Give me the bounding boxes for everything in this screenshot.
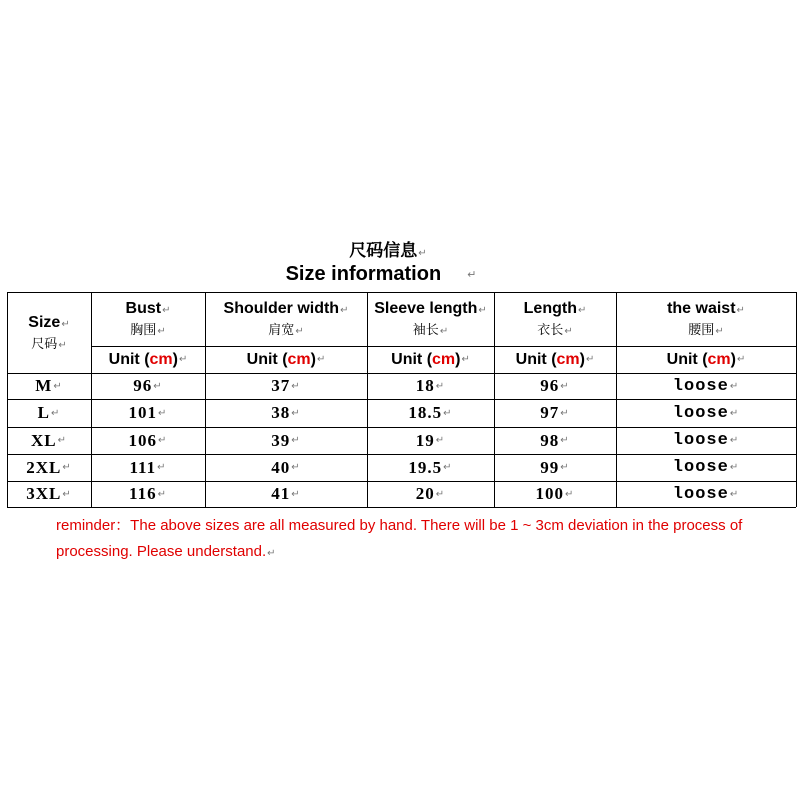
unit-label [205,346,367,373]
paragraph-mark: ↵ [585,354,595,365]
title-english: Size information ↵ [285,263,477,285]
cell-value: L [37,403,50,422]
header-label-chinese-text: 肩宽 [268,323,295,339]
cell-bust [91,399,205,427]
cell-sleeve [367,399,494,427]
header-label-chinese [31,336,66,354]
unit-label [616,346,796,373]
cell-shoulder [205,399,367,427]
paragraph-mark: ↵ [729,435,740,446]
cell-length [494,454,616,481]
table-horizontal-rule [7,507,796,508]
cell-bust [91,427,205,454]
reminder-text: reminder：The above sizes are all measured by hand. There will be 1 ~ 3cm deviation in the process of processing. Please understand.↵ [56,517,743,560]
cell-value: 2XL [26,457,62,477]
paragraph-mark: ↵ [291,435,301,446]
cell-length [494,399,616,427]
header-sleeve [367,292,494,346]
header-label-text: Bust [125,300,162,318]
cell-value: loose [672,484,729,504]
cell-bust [91,454,205,481]
unit-label [91,346,205,373]
paragraph-mark: ↵ [58,339,67,351]
paragraph-mark: ↵ [729,462,740,473]
paragraph-mark: ↵ [62,462,72,473]
paragraph-mark: ↵ [157,488,167,500]
paragraph-mark: ↵ [418,248,427,259]
cell-shoulder [205,427,367,454]
header-label [667,298,745,320]
paragraph-mark: ↵ [461,354,470,365]
cell-value: M [35,376,53,395]
cell-bust [91,481,205,507]
paragraph-mark: ↵ [316,354,326,365]
cell-value: 37 [271,376,291,395]
unit-suffix: ) [172,350,178,368]
cell-value: 18 [415,376,435,395]
header-label [126,298,171,320]
unit-cm: cm [432,350,456,368]
paragraph-mark: ↵ [439,326,449,338]
unit-cm: cm [149,350,173,368]
paragraph-mark: ↵ [715,326,724,338]
unit-prefix: Unit ( [246,350,288,368]
header-label-text: Sleeve length [374,300,478,318]
cell-value: XL [30,430,57,450]
unit-label [494,346,616,373]
cell-value: 40 [271,457,291,477]
header-label-chinese-text: 袖长 [412,323,439,339]
cell-waist [616,399,796,427]
paragraph-mark: ↵ [62,488,72,500]
header-length [494,292,616,346]
paragraph-mark: ↵ [162,305,171,317]
paragraph-mark: ↵ [57,435,67,446]
cell-value: 106 [128,430,158,450]
paragraph-mark: ↵ [61,318,70,330]
cell-value: 97 [540,403,560,422]
unit-cm: cm [556,350,580,368]
cell-waist [616,373,796,399]
paragraph-mark: ↵ [158,407,168,419]
cell-sleeve [367,454,494,481]
paragraph-mark: ↵ [443,407,453,419]
header-waist [616,292,796,346]
cell-size [7,399,91,427]
paragraph-mark: ↵ [443,462,453,473]
unit-prefix: Unit ( [391,350,433,368]
cell-size [7,454,91,481]
paragraph-mark: ↵ [53,380,63,392]
paragraph-mark: ↵ [577,305,587,317]
cell-value: 18.5 [408,403,443,422]
header-label-text: the waist [667,300,736,318]
cell-sleeve [367,373,494,399]
paragraph-mark: ↵ [157,462,167,473]
paragraph-mark: ↵ [560,380,570,392]
paragraph-mark: ↵ [435,435,446,446]
paragraph-mark: ↵ [565,488,575,500]
paragraph-mark: ↵ [291,462,301,473]
cell-bust [91,373,205,399]
cell-value: 100 [535,484,565,503]
paragraph-mark: ↵ [291,407,301,419]
header-label-chinese [688,322,723,340]
header-label [28,312,69,334]
cell-value: loose [672,431,729,450]
header-label-chinese [268,322,303,340]
cell-value: loose [672,376,729,396]
paragraph-mark: ↵ [153,380,163,392]
paragraph-mark: ↵ [729,407,740,419]
title-chinese: 尺码信息↵ [349,241,427,261]
paragraph-mark: ↵ [564,326,573,338]
cell-value: 96 [133,376,153,395]
header-label [524,298,587,320]
unit-label [367,346,494,373]
cell-value: 19 [415,430,435,450]
unit-prefix: Unit ( [515,350,557,368]
cell-value: 96 [540,376,560,395]
cell-sleeve [367,427,494,454]
paragraph-mark: ↵ [560,462,570,473]
header-size [7,292,91,373]
header-bust [91,292,205,346]
cell-length [494,427,616,454]
header-label-chinese-text: 尺码 [31,336,58,352]
cell-waist [616,427,796,454]
unit-cm: cm [287,350,311,368]
header-label-chinese-text: 腰围 [688,323,715,339]
paragraph-mark: ↵ [560,407,570,419]
cell-value: 111 [129,457,157,477]
paragraph-mark: ↵ [467,268,477,282]
cell-value: 38 [271,403,291,422]
cell-value: 41 [271,484,291,503]
cell-value: 99 [540,457,560,477]
cell-waist [616,481,796,507]
cell-shoulder [205,373,367,399]
cell-value: 101 [128,403,158,422]
unit-suffix: ) [579,350,585,368]
header-label-chinese [413,322,448,340]
cell-size [7,373,91,399]
paragraph-mark: ↵ [736,305,745,317]
header-label-chinese [537,322,572,340]
table-vertical-rule [796,292,797,507]
cell-size [7,427,91,454]
header-label-chinese [130,322,165,340]
paragraph-mark: ↵ [435,488,446,500]
cell-length [494,373,616,399]
cell-value: 39 [271,430,291,450]
cell-size [7,481,91,507]
cell-value: 98 [540,430,560,450]
paragraph-mark: ↵ [736,354,746,365]
paragraph-mark: ↵ [291,488,301,500]
paragraph-mark: ↵ [157,326,166,338]
cell-value: 3XL [26,484,62,503]
header-label-chinese-text: 胸围 [130,323,157,339]
header-shoulder [205,292,367,346]
unit-suffix: ) [310,350,316,368]
unit-prefix: Unit ( [666,350,708,368]
cell-length [494,481,616,507]
paragraph-mark: ↵ [478,305,487,317]
paragraph-mark: ↵ [291,380,301,392]
header-label-text: Shoulder width [223,300,340,318]
cell-waist [616,454,796,481]
header-label [374,298,487,320]
paragraph-mark: ↵ [158,435,168,446]
cell-value: loose [672,403,729,423]
paragraph-mark: ↵ [340,305,349,317]
paragraph-mark: ↵ [729,380,740,392]
cell-value: 20 [415,484,435,503]
cell-shoulder [205,481,367,507]
cell-sleeve [367,481,494,507]
unit-suffix: ) [455,350,461,368]
paragraph-mark: ↵ [560,435,570,446]
paragraph-mark: ↵ [178,354,188,365]
paragraph-mark: ↵ [295,326,304,338]
unit-suffix: ) [730,350,736,368]
header-label-text: Length [523,300,577,318]
paragraph-mark: ↵ [267,548,276,559]
header-label-chinese-text: 衣长 [537,323,564,339]
cell-value: 116 [129,484,157,503]
cell-value: loose [672,458,729,477]
cell-value: 19.5 [408,457,443,477]
cell-shoulder [205,454,367,481]
unit-prefix: Unit ( [108,350,150,368]
unit-cm: cm [707,350,731,368]
paragraph-mark: ↵ [435,380,446,392]
paragraph-mark: ↵ [729,488,740,500]
header-label [224,298,349,320]
paragraph-mark: ↵ [50,407,61,419]
header-label-text: Size [28,313,61,331]
